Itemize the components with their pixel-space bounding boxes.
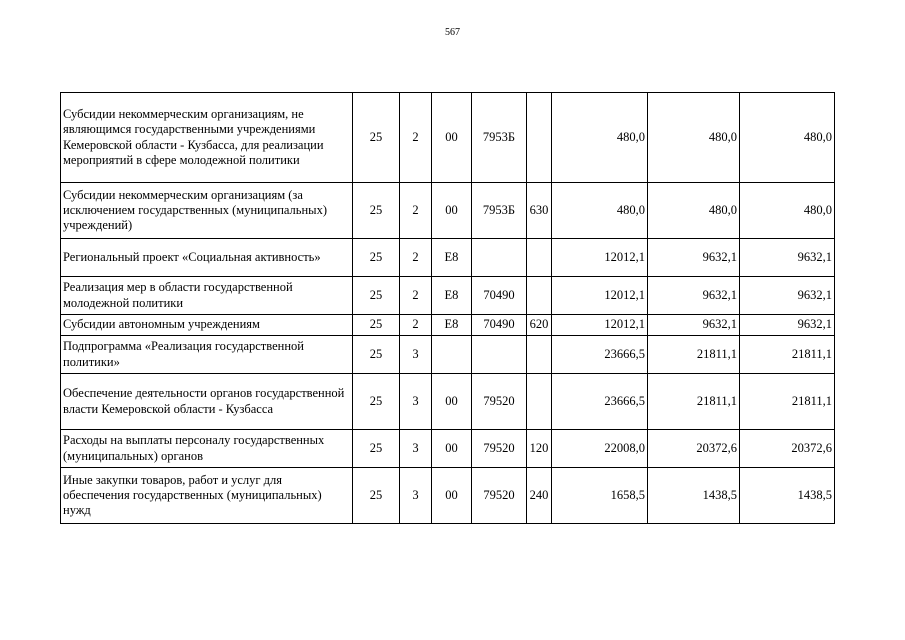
cell-amount-year-1: 12012,1 [552, 315, 648, 336]
cell-subprogram-code: 2 [400, 315, 432, 336]
cell-ministry-code: 25 [353, 336, 400, 374]
row-name: Реализация мер в области государственной молодежной политики [61, 277, 353, 315]
cell-amount-year-3: 9632,1 [740, 239, 835, 277]
cell-ministry-code: 25 [353, 315, 400, 336]
table-row [61, 183, 835, 239]
row-name: Субсидии некоммерческим организациям, не являющимся государственными учреждениями Кемеровской области - Кузбасса, для реализации мероприятий в сфере молодежной политики [61, 93, 353, 183]
cell-amount-year-1: 22008,0 [552, 430, 648, 468]
cell-amount-year-2: 480,0 [648, 183, 740, 239]
cell-direction-code: E8 [432, 277, 472, 315]
cell-subprogram-code: 3 [400, 336, 432, 374]
cell-subprogram-code: 2 [400, 239, 432, 277]
cell-expense-type [527, 93, 552, 183]
cell-amount-year-3: 9632,1 [740, 315, 835, 336]
cell-amount-year-3: 20372,6 [740, 430, 835, 468]
row-name: Иные закупки товаров, работ и услуг для обеспечения государственных (муниципальных) нужд [61, 468, 353, 524]
cell-amount-year-2: 480,0 [648, 93, 740, 183]
cell-amount-year-1: 12012,1 [552, 239, 648, 277]
cell-amount-year-3: 1438,5 [740, 468, 835, 524]
cell-ministry-code: 25 [353, 239, 400, 277]
table-row [61, 315, 835, 336]
row-name: Обеспечение деятельности органов государственной власти Кемеровской области - Кузбасса [61, 374, 353, 430]
cell-amount-year-2: 21811,1 [648, 374, 740, 430]
cell-expense-type [527, 239, 552, 277]
cell-amount-year-1: 1658,5 [552, 468, 648, 524]
table-row [61, 277, 835, 315]
table-row [61, 374, 835, 430]
cell-subprogram-code: 2 [400, 183, 432, 239]
cell-amount-year-3: 480,0 [740, 93, 835, 183]
cell-target-code [472, 336, 527, 374]
cell-ministry-code: 25 [353, 93, 400, 183]
table-row [61, 468, 835, 524]
table-row [61, 93, 835, 183]
cell-ministry-code: 25 [353, 468, 400, 524]
cell-ministry-code: 25 [353, 277, 400, 315]
cell-direction-code: 00 [432, 468, 472, 524]
cell-amount-year-1: 23666,5 [552, 374, 648, 430]
cell-amount-year-3: 9632,1 [740, 277, 835, 315]
cell-target-code: 70490 [472, 315, 527, 336]
cell-amount-year-3: 480,0 [740, 183, 835, 239]
table-row [61, 239, 835, 277]
cell-direction-code: 00 [432, 430, 472, 468]
cell-ministry-code: 25 [353, 430, 400, 468]
budget-table [60, 92, 835, 524]
cell-target-code: 7953Б [472, 183, 527, 239]
cell-expense-type [527, 374, 552, 430]
cell-subprogram-code: 3 [400, 468, 432, 524]
cell-ministry-code: 25 [353, 374, 400, 430]
cell-amount-year-2: 1438,5 [648, 468, 740, 524]
cell-direction-code: E8 [432, 239, 472, 277]
cell-direction-code [432, 336, 472, 374]
cell-target-code: 79520 [472, 374, 527, 430]
row-name: Субсидии автономным учреждениям [61, 315, 353, 336]
cell-subprogram-code: 2 [400, 93, 432, 183]
cell-amount-year-2: 20372,6 [648, 430, 740, 468]
cell-amount-year-1: 12012,1 [552, 277, 648, 315]
cell-expense-type: 620 [527, 315, 552, 336]
cell-amount-year-1: 480,0 [552, 93, 648, 183]
cell-direction-code: 00 [432, 93, 472, 183]
cell-amount-year-1: 480,0 [552, 183, 648, 239]
row-name: Субсидии некоммерческим организациям (за исключением государственных (муниципальных) учреждений) [61, 183, 353, 239]
cell-amount-year-2: 9632,1 [648, 277, 740, 315]
cell-direction-code: 00 [432, 183, 472, 239]
cell-subprogram-code: 2 [400, 277, 432, 315]
cell-ministry-code: 25 [353, 183, 400, 239]
cell-direction-code: E8 [432, 315, 472, 336]
table-row [61, 430, 835, 468]
cell-expense-type: 120 [527, 430, 552, 468]
row-name: Региональный проект «Социальная активность» [61, 239, 353, 277]
cell-subprogram-code: 3 [400, 430, 432, 468]
cell-subprogram-code: 3 [400, 374, 432, 430]
table-row [61, 336, 835, 374]
cell-target-code [472, 239, 527, 277]
cell-amount-year-3: 21811,1 [740, 336, 835, 374]
row-name: Подпрограмма «Реализация государственной политики» [61, 336, 353, 374]
page-number: 567 [445, 27, 460, 38]
cell-target-code: 70490 [472, 277, 527, 315]
cell-amount-year-2: 9632,1 [648, 315, 740, 336]
cell-expense-type [527, 277, 552, 315]
cell-direction-code: 00 [432, 374, 472, 430]
cell-target-code: 7953Б [472, 93, 527, 183]
cell-expense-type: 240 [527, 468, 552, 524]
row-name: Расходы на выплаты персоналу государственных (муниципальных) органов [61, 430, 353, 468]
cell-amount-year-1: 23666,5 [552, 336, 648, 374]
cell-amount-year-3: 21811,1 [740, 374, 835, 430]
cell-expense-type [527, 336, 552, 374]
cell-amount-year-2: 9632,1 [648, 239, 740, 277]
cell-amount-year-2: 21811,1 [648, 336, 740, 374]
cell-expense-type: 630 [527, 183, 552, 239]
cell-target-code: 79520 [472, 430, 527, 468]
cell-target-code: 79520 [472, 468, 527, 524]
